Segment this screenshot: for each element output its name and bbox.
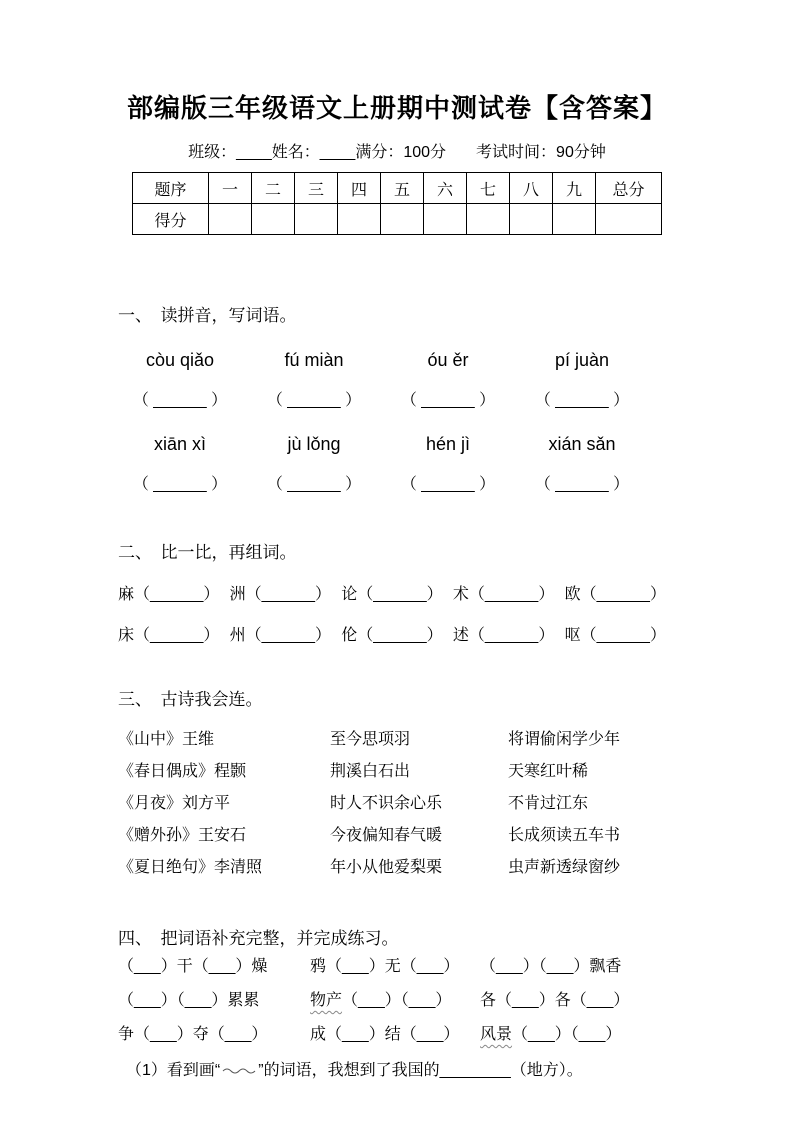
fill-item-rest: （___）（___）	[342, 992, 452, 1009]
page-title: 部编版三年级语文上册期中测试卷【含答案】	[126, 93, 667, 123]
header-cell: 一	[209, 173, 252, 204]
score-cell	[510, 204, 553, 235]
poem-line: 虫声新透绿窗纱	[508, 859, 621, 876]
pinyin-text: pí juàn	[554, 350, 610, 370]
poem-line: 年小从他爱梨栗	[330, 859, 443, 876]
section-1-heading: 一、 读拼音，写词语。	[118, 306, 297, 325]
word-blank-item: 伦（______）	[341, 627, 443, 644]
pinyin-item	[118, 434, 242, 494]
fill-in-row	[118, 985, 676, 1017]
score-row-label-cell: 得分	[133, 204, 209, 235]
pinyin-text: fú miàn	[284, 350, 344, 370]
header-cell: 六	[424, 173, 467, 204]
pinyin-item	[118, 350, 242, 410]
section-4-heading: 四、 把词语补充完整，并完成练习。	[118, 929, 399, 948]
word-blank-item: 术（______）	[452, 586, 555, 603]
compare-words-row	[118, 622, 666, 645]
answer-blank: （ ______ ）	[534, 392, 630, 409]
answer-blank: （ ______ ）	[266, 392, 362, 409]
poem-line: 至今思项羽	[330, 731, 411, 748]
score-cell	[338, 204, 381, 235]
header-cell: 七	[467, 173, 510, 204]
poem-title: 《春日偶成》程颢	[118, 763, 247, 780]
fill-item	[310, 985, 480, 1017]
header-cell: 总分	[596, 173, 662, 204]
answer-blank: （ ______ ）	[534, 476, 630, 493]
poem-title: 《山中》王维	[118, 731, 215, 748]
poem-line: 时人不识余心乐	[330, 795, 443, 812]
answer-blank: （ ______ ）	[266, 476, 362, 493]
poem-line: 将谓偷闲学少年	[508, 731, 621, 748]
fill-item: 鸦（___）无（___）	[310, 958, 460, 975]
class-field: 班级：____	[188, 144, 272, 161]
question-text-suffix: ”的词语，我想到了我国的________（地方）。	[258, 1062, 583, 1079]
poem-line: 荆溪白石出	[330, 763, 411, 780]
word-blank-item: 床（______）	[118, 627, 220, 644]
poem-matching-grid	[118, 724, 676, 884]
poem-title: 《夏日绝句》李清照	[118, 859, 263, 876]
pinyin-item	[520, 350, 644, 410]
wavy-underlined-word: 风景	[480, 1026, 513, 1043]
word-blank-item: 州（______）	[229, 627, 332, 644]
header-cell: 四	[338, 173, 381, 204]
header-cell: 题序	[133, 173, 209, 204]
pinyin-text: xián sǎn	[548, 434, 616, 454]
fill-item: （___）（___）飘香	[480, 958, 622, 975]
wavy-underlined-word: 物产	[310, 992, 343, 1009]
answer-blank: （ ______ ）	[400, 476, 496, 493]
score-table-header-row	[133, 173, 662, 204]
score-table-score-row	[133, 204, 662, 235]
score-cell	[295, 204, 338, 235]
word-blank-item: 麻（______）	[118, 586, 220, 603]
answer-blank: （ ______ ）	[132, 476, 228, 493]
poem-line: 今夜偏知春气暖	[330, 827, 443, 844]
header-cell: 三	[295, 173, 338, 204]
fill-item: （___）（___）累累	[118, 992, 260, 1009]
compare-words-row	[118, 581, 666, 604]
pinyin-item	[252, 350, 376, 410]
pinyin-text: jù lǒng	[287, 434, 341, 454]
score-cell	[553, 204, 596, 235]
fill-in-row	[118, 951, 676, 983]
pinyin-item	[520, 434, 644, 494]
poem-line: 不肯过江东	[508, 795, 589, 812]
pinyin-row-2	[118, 434, 676, 494]
answer-blank: （ ______ ）	[132, 392, 228, 409]
fill-item: 各（___）各（___）	[480, 992, 630, 1009]
fill-in-row	[118, 1019, 676, 1051]
fill-item: 成（___）结（___）	[310, 1026, 460, 1043]
fill-item	[480, 1019, 676, 1051]
poem-title: 《月夜》刘方平	[118, 795, 231, 812]
header-cell: 五	[381, 173, 424, 204]
pinyin-row-1	[118, 350, 676, 410]
pinyin-text: xiān xì	[153, 434, 207, 454]
poem-line: 天寒红叶稀	[508, 763, 589, 780]
header-cell: 九	[553, 173, 596, 204]
answer-blank: （ ______ ）	[400, 392, 496, 409]
pinyin-item	[252, 434, 376, 494]
fill-item: 争（___）夺（___）	[118, 1026, 268, 1043]
score-cell	[424, 204, 467, 235]
score-cell	[381, 204, 424, 235]
paper-meta	[118, 139, 676, 162]
pinyin-item	[386, 434, 510, 494]
header-cell: 八	[510, 173, 553, 204]
fill-item: （___）干（___）燥	[118, 958, 268, 975]
exam-time-label: 考试时间：90分钟	[476, 144, 606, 161]
score-table	[132, 172, 662, 235]
fill-item-rest: （___）（___）	[512, 1026, 622, 1043]
score-cell	[209, 204, 252, 235]
sub-question-1	[126, 1057, 676, 1080]
word-blank-item: 述（______）	[452, 627, 555, 644]
poem-line: 长成须读五车书	[508, 827, 621, 844]
section-3-heading: 三、 古诗我会连。	[118, 690, 263, 709]
word-blank-item: 洲（______）	[229, 586, 332, 603]
question-text-prefix: （1）看到画“	[126, 1062, 221, 1079]
score-cell	[596, 204, 662, 235]
pinyin-text: còu qiǎo	[145, 350, 215, 370]
word-blank-item: 论（______）	[341, 586, 443, 603]
header-cell: 二	[252, 173, 295, 204]
pinyin-item	[386, 350, 510, 410]
section-2-heading: 二、 比一比，再组词。	[118, 543, 297, 562]
poem-title: 《赠外孙》王安石	[118, 827, 247, 844]
full-score-label: 满分：100分	[355, 144, 447, 161]
word-blank-item: 呕（______）	[564, 627, 666, 644]
score-cell	[467, 204, 510, 235]
pinyin-text: óu ěr	[427, 350, 469, 370]
word-blank-item: 欧（______）	[564, 586, 666, 603]
pinyin-text: hén jì	[425, 434, 471, 454]
score-cell	[252, 204, 295, 235]
wavy-line-symbol	[220, 1062, 258, 1079]
name-field: 姓名：____	[271, 144, 356, 161]
